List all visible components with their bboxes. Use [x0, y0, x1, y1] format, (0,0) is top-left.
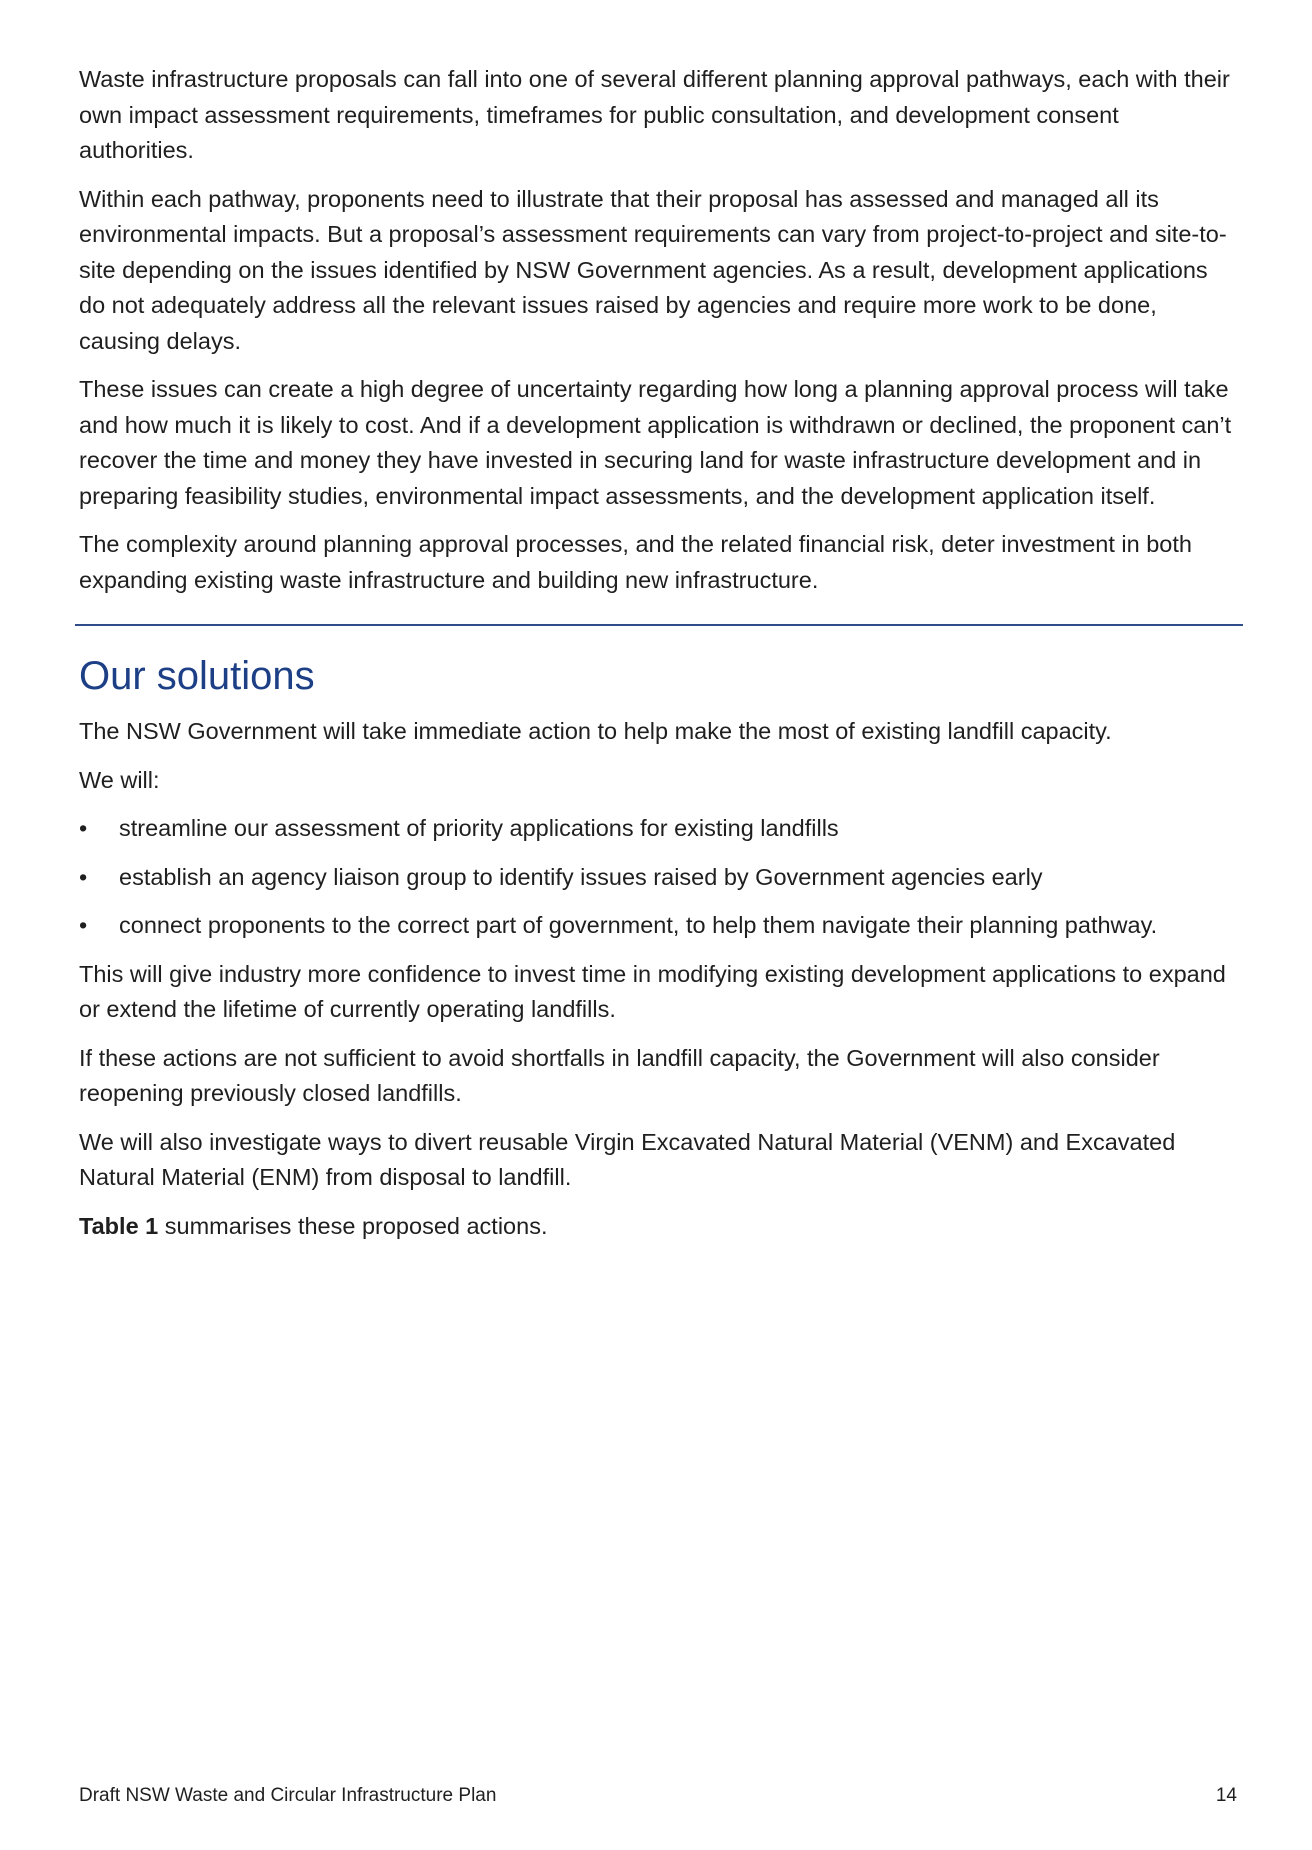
bullet-icon: • — [79, 815, 88, 841]
list-item — [79, 908, 1239, 944]
actions-list — [79, 811, 1239, 944]
bullet-icon: • — [79, 912, 88, 938]
intro-paragraph-1: Waste infrastructure proposals can fall into one of several different planning approval pathways, each with their own impact assessment requirements, timeframes for public consultation, and development consent authorities. — [79, 66, 1230, 163]
solutions-lead: The NSW Government will take immediate action to help make the most of existing landfill capacity. — [79, 718, 1112, 744]
list-item — [79, 860, 1239, 896]
document-page — [79, 62, 1239, 1257]
list-item-text: streamline our assessment of priority applications for existing landfills — [119, 815, 839, 841]
solutions-section — [79, 652, 1239, 1244]
intro-paragraph-2: Within each pathway, proponents need to illustrate that their proposal has assessed and managed all its environmental impacts. But a proposal’s assessment requirements can vary from project-to-project and site-to-site depending on the issues identified by NSW Government agencies. As a result, development applications do not adequately address all the relevant issues raised by agencies and require more work to be done, causing delays. — [79, 185, 1227, 354]
intro-section — [79, 62, 1239, 598]
intro-paragraph-4: The complexity around planning approval processes, and the related financial risk, deter investment in both expanding existing waste infrastructure and building new infrastructure. — [79, 531, 1192, 593]
list-item-text: connect proponents to the correct part of government, to help them navigate their planning pathway. — [119, 912, 1158, 938]
solutions-paragraph-3: We will also investigate ways to divert reusable Virgin Excavated Natural Material (VENM) and Excavated Natural Material (ENM) from disposal to landfill. — [79, 1128, 1176, 1190]
footer-title: Draft NSW Waste and Circular Infrastructure Plan — [79, 1785, 497, 1806]
solutions-paragraph-1: This will give industry more confidence to invest time in modifying existing development applications to expand or extend the lifetime of currently operating landfills. — [79, 960, 1226, 1022]
we-will-label: We will: — [79, 766, 160, 793]
list-item — [79, 811, 1239, 847]
table-reference-label: Table 1 — [79, 1212, 159, 1239]
solutions-paragraph-2: If these actions are not sufficient to avoid shortfalls in landfill capacity, the Government will also consider reopening previously closed landfills. — [79, 1044, 1160, 1106]
list-item-text: establish an agency liaison group to identify issues raised by Government agencies early — [119, 863, 1043, 890]
page-number: 14 — [1215, 1785, 1237, 1806]
bullet-icon: • — [79, 863, 88, 890]
section-divider — [75, 624, 1243, 626]
intro-paragraph-3: These issues can create a high degree of uncertainty regarding how long a planning approval process will take and how much it is likely to cost. And if a development application is withdrawn or declined, the proponent can’t recover the time and money they have invested in securing land for waste infrastructure development and in preparing feasibility studies, environmental impact assessments, and the development application itself. — [79, 376, 1232, 509]
section-heading: Our solutions — [79, 654, 315, 698]
table-reference-text: summarises these proposed actions. — [158, 1212, 548, 1239]
table-reference — [79, 1209, 1239, 1245]
